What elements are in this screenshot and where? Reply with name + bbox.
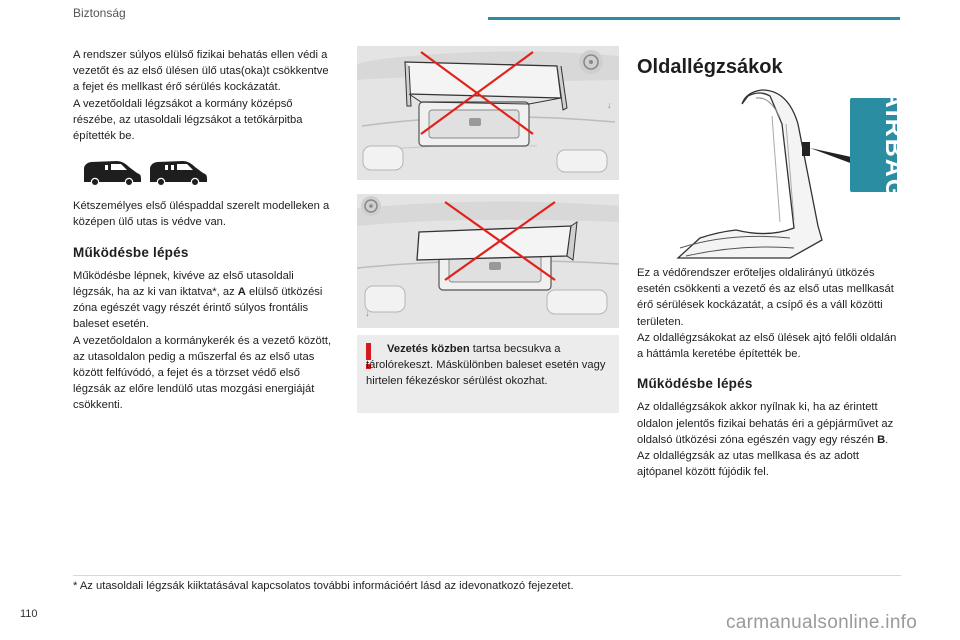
zone-b-label: B: [877, 433, 886, 446]
side-airbag-paragraph-1: Ez a védőrendszer erőteljes oldalirányú ütközés esetén csökkenti a vezető és az első utas mellkasát érő sérülések kockázatát, a csípő és a váll közötti területen.: [637, 267, 894, 328]
activation-heading: Működésbe lépés: [73, 244, 189, 260]
section-label: Biztonság: [73, 6, 126, 20]
van-icons: [73, 156, 335, 188]
warning-rest: tartsa becsukva a tárolórekeszt. Máskülönben baleset esetén vagy hirtelen fékezéskor sérülést okozhat.: [366, 343, 606, 387]
warning-bold: Vezetés közben: [387, 343, 470, 355]
airbag-badge-label: AIRBAG: [880, 89, 908, 201]
intro-paragraph: A rendszer súlyos elülső fizikai behatás ellen védi a vezetőt és az első ülésen ülő utas(oka)t csökkentve a fejet és mellkast érő sérülés kockázatát.: [73, 49, 329, 94]
warning-box: [357, 335, 619, 413]
seat-airbag-illustration: [670, 88, 920, 260]
svg-text:↓: ↓: [607, 100, 612, 110]
side-activation-text-c: .: [885, 433, 889, 446]
side-airbag-column: [637, 265, 903, 480]
section-accent-bar: [488, 17, 900, 20]
van-icon: [81, 156, 143, 188]
activation-paragraph-2: A vezetőoldalon a kormánykerék és a vezető között, az utasoldalon pedig a műszerfal és az első utas között felfúvódó, a fejet és a törzset védő első légzsák az előre lendülő utas mozgási energiáját csökkenti.: [73, 334, 332, 412]
side-airbags-title: Oldallégzsákok: [637, 56, 783, 78]
side-activation-paragraph-2: Az oldallégzsák az utas mellkasa és az adott ajtópanel között fújódik fel.: [637, 450, 860, 479]
side-activation-text-a: Az oldallégzsákok akkor nyílnak ki, ha az érintett oldalon jelentős fizikai behatás éri a gépjárművet az oldalsó ütközési zóna egészén vagy egy részén: [637, 401, 894, 446]
glovebox-illustration: [357, 46, 619, 328]
footnote-divider: [73, 575, 901, 576]
activation-text-c: elülső ütközési zóna egészét vagy részét érintő súlyos frontális baleset esetén.: [73, 286, 323, 331]
warning-text: [366, 341, 612, 389]
footnote: * Az utasoldali légzsák kiiktatásával kapcsolatos további információért lásd az idevonatkozó fejezetet.: [73, 580, 574, 592]
watermark: carmanualsonline.info: [726, 612, 918, 633]
page-number: 110: [20, 608, 38, 620]
activation-paragraph: [73, 268, 335, 333]
intro-paragraph-2: A vezetőoldali légzsákot a kormány középső részébe, az utasoldali légzsákot a tetőkárpitba építették be.: [73, 97, 303, 143]
bench-seat-note: Kétszemélyes első üléspaddal szerelt modelleken a középen ülő utas is védve van.: [73, 200, 330, 229]
side-activation-paragraph: [637, 399, 903, 448]
airbag-badge: [850, 90, 908, 201]
activation-text-a: Működésbe lépnek, kivéve az első utasoldali légzsák, ha az ki van iktatva*, az: [73, 269, 294, 299]
van-icon: [147, 156, 209, 188]
side-activation-heading: Működésbe lépés: [637, 376, 753, 392]
zone-a-label: A: [237, 286, 246, 299]
frontal-airbag-column: [73, 47, 335, 414]
side-airbag-paragraph-2: Az oldallégzsákokat az első ülések ajtó felőli oldalán a háttámla keretébe építették be.: [637, 331, 897, 361]
svg-text:↓: ↓: [365, 308, 370, 318]
